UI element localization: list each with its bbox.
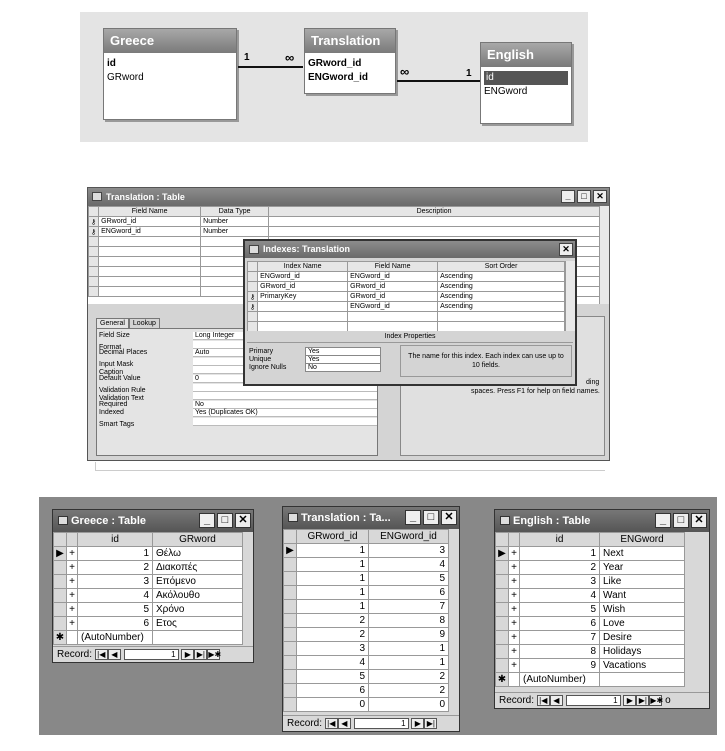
new-record-icon: ✱ [496, 673, 509, 687]
translation-window-title: Translation : Ta... [301, 512, 391, 524]
cell[interactable]: 1 [78, 547, 153, 561]
cell[interactable]: (AutoNumber) [520, 673, 600, 687]
greece-box-title: Greece [104, 29, 236, 53]
design-title: Translation : Table [106, 192, 185, 202]
minimize-button[interactable]: _ [199, 513, 215, 528]
close-button[interactable]: ✕ [691, 513, 707, 528]
current-record-icon[interactable]: ▶ [54, 547, 67, 561]
greece-field-grword[interactable]: GRword [107, 72, 144, 83]
expand-icon[interactable]: + [67, 575, 78, 589]
indexes-title-bar[interactable] [245, 241, 575, 258]
cell[interactable]: Year [600, 561, 685, 575]
last-record-button[interactable]: ▶| [424, 718, 437, 729]
row-selector[interactable] [54, 575, 67, 589]
close-button[interactable]: ✕ [235, 513, 251, 528]
column-header[interactable]: Sort Order [438, 262, 565, 272]
property-row [99, 392, 377, 401]
cell[interactable]: 0 [369, 698, 449, 712]
column-header[interactable]: Description [269, 207, 600, 217]
cell[interactable]: Διακοπές [153, 561, 243, 575]
column-header[interactable]: GRword [153, 533, 243, 547]
index-row[interactable]: GRword_id GRword_id Ascending [248, 282, 565, 292]
property-value[interactable]: 0 [193, 375, 377, 383]
record-navigator [283, 715, 459, 731]
record-navigator [495, 692, 709, 708]
property-label: Default Value [99, 374, 141, 382]
record-number-input[interactable]: 1 [124, 649, 179, 660]
field-name-cell[interactable]: ENGword_id [99, 227, 201, 237]
cell[interactable]: 3 [369, 544, 449, 558]
translation-box-title: Translation [305, 29, 395, 53]
cell[interactable]: 6 [78, 617, 153, 631]
table-row[interactable] [284, 558, 449, 572]
column-header[interactable]: Field Name [348, 262, 438, 272]
english-table-box[interactable] [480, 42, 572, 124]
table-row[interactable] [54, 603, 243, 617]
translation-datasheet-window[interactable] [282, 506, 460, 732]
expand-icon[interactable]: + [509, 631, 520, 645]
indexes-title: Indexes: Translation [263, 244, 351, 254]
minimize-button[interactable]: _ [405, 510, 421, 525]
table-row[interactable] [496, 659, 685, 673]
row-selector[interactable] [284, 614, 297, 628]
cell[interactable]: 6 [297, 684, 369, 698]
cell[interactable]: 1 [297, 572, 369, 586]
greece-field-id[interactable]: id [107, 58, 116, 69]
cell[interactable] [153, 631, 243, 645]
relationship-line-greece [238, 66, 303, 68]
cell[interactable]: 4 [78, 589, 153, 603]
data-type-cell[interactable]: Number [201, 217, 269, 227]
table-row[interactable] [496, 631, 685, 645]
cell[interactable]: 2 [369, 684, 449, 698]
column-header[interactable]: id [78, 533, 153, 547]
first-record-button[interactable]: |◀ [95, 649, 108, 660]
lightning-icon [249, 245, 259, 254]
greece-datasheet-window[interactable] [52, 509, 254, 663]
cell[interactable]: 5 [78, 603, 153, 617]
table-row[interactable] [284, 600, 449, 614]
cell[interactable]: 4 [369, 558, 449, 572]
tab-general[interactable]: General [96, 318, 129, 328]
ignore-nulls-field[interactable]: No [305, 363, 381, 372]
cell[interactable]: 3 [297, 642, 369, 656]
cell[interactable]: 2 [297, 628, 369, 642]
current-record-icon[interactable]: ▶ [496, 547, 509, 561]
expand-icon[interactable]: + [509, 547, 520, 561]
new-record-icon: ✱ [54, 631, 67, 645]
first-record-button[interactable]: |◀ [325, 718, 338, 729]
property-row [99, 401, 377, 410]
greece-table-box[interactable] [103, 28, 237, 120]
cell[interactable]: 1 [369, 642, 449, 656]
expand-icon[interactable]: + [509, 575, 520, 589]
cell[interactable]: Love [600, 617, 685, 631]
maximize-button[interactable]: □ [217, 513, 233, 528]
row-selector[interactable] [496, 561, 509, 575]
column-header[interactable]: GRword_id [297, 530, 369, 544]
english-datasheet-window[interactable] [494, 509, 710, 709]
cell[interactable]: Next [600, 547, 685, 561]
row-selector[interactable] [284, 628, 297, 642]
row-selector[interactable] [54, 603, 67, 617]
index-grid[interactable] [247, 261, 565, 331]
first-record-button[interactable]: |◀ [537, 695, 550, 706]
previous-record-button[interactable]: ◀ [550, 695, 563, 706]
cell[interactable]: 6 [520, 617, 600, 631]
cell[interactable]: Want [600, 589, 685, 603]
table-row[interactable] [496, 617, 685, 631]
cell[interactable]: Vacations [600, 659, 685, 673]
cell[interactable]: 8 [369, 614, 449, 628]
tab-lookup[interactable]: Lookup [129, 318, 160, 328]
cell[interactable]: 5 [520, 603, 600, 617]
english-grid[interactable] [495, 532, 685, 687]
row-selector[interactable] [496, 575, 509, 589]
index-properties-header: Index Properties [247, 333, 573, 343]
primary-field[interactable]: Yes [305, 347, 381, 356]
help-text-fragment: ding [586, 379, 600, 386]
translation-title-bar[interactable] [283, 507, 459, 529]
key-icon: ⚷ [248, 292, 258, 302]
table-row[interactable] [284, 544, 449, 558]
expand-icon[interactable]: + [67, 589, 78, 603]
property-label: Validation Rule [99, 386, 146, 394]
close-button[interactable]: ✕ [593, 190, 607, 203]
window-shadow [95, 462, 605, 471]
cell[interactable]: 1 [369, 656, 449, 670]
expand-icon[interactable]: + [67, 603, 78, 617]
table-row[interactable] [54, 575, 243, 589]
cell[interactable]: 4 [297, 656, 369, 670]
table-row[interactable] [496, 645, 685, 659]
property-value[interactable] [193, 418, 377, 426]
minimize-button[interactable]: _ [561, 190, 575, 203]
translation-table-box[interactable] [304, 28, 396, 94]
greece-window-title: Greece : Table [71, 515, 146, 527]
close-button[interactable]: ✕ [559, 243, 573, 256]
property-label: Field Size [99, 332, 130, 339]
english-box-title: English [481, 43, 571, 67]
cell[interactable]: 5 [297, 670, 369, 684]
property-row [99, 418, 377, 427]
english-window-title: English : Table [513, 515, 591, 527]
translation-field-engword-id[interactable]: ENGword_id [308, 72, 369, 83]
one-marker: 1 [466, 68, 472, 79]
property-label: Caption [99, 369, 124, 377]
relationship-line-english [397, 80, 480, 82]
expand-icon[interactable]: + [67, 617, 78, 631]
property-value[interactable]: No [193, 401, 377, 409]
cell[interactable]: 3 [520, 575, 600, 589]
close-button[interactable]: ✕ [441, 510, 457, 525]
cell[interactable]: Like [600, 575, 685, 589]
maximize-button[interactable]: □ [423, 510, 439, 525]
property-label: Indexed [99, 409, 124, 417]
record-label: Record: [499, 695, 535, 706]
cell[interactable]: 5 [369, 572, 449, 586]
property-tabs [96, 318, 160, 328]
many-marker: ∞ [285, 50, 295, 65]
indexes-dialog[interactable] [243, 239, 577, 386]
table-row[interactable] [54, 547, 243, 561]
table-icon [92, 192, 102, 201]
expand-icon[interactable]: + [509, 561, 520, 575]
new-record-button[interactable]: ▶✱ [208, 649, 222, 659]
row-selector[interactable] [284, 656, 297, 670]
row-selector[interactable] [284, 572, 297, 586]
table-row[interactable] [284, 656, 449, 670]
row-selector[interactable] [54, 617, 67, 631]
row-selector[interactable] [54, 589, 67, 603]
table-row[interactable] [284, 586, 449, 600]
table-row[interactable] [496, 575, 685, 589]
table-row[interactable] [284, 628, 449, 642]
row-selector[interactable] [284, 600, 297, 614]
cell[interactable]: 2 [520, 561, 600, 575]
cell[interactable]: 0 [297, 698, 369, 712]
field-name-cell[interactable]: GRword_id [99, 217, 201, 227]
record-label: Record: [287, 718, 323, 729]
row-selector[interactable] [284, 670, 297, 684]
expand-icon[interactable]: + [509, 617, 520, 631]
table-row[interactable] [496, 589, 685, 603]
row-selector[interactable] [284, 558, 297, 572]
table-row[interactable] [54, 561, 243, 575]
key-icon: ⚷ [248, 302, 258, 312]
greece-grid[interactable] [53, 532, 243, 645]
table-row[interactable] [496, 547, 685, 561]
cell[interactable]: Θέλω [153, 547, 243, 561]
cell[interactable]: 1 [297, 558, 369, 572]
row-selector[interactable] [496, 617, 509, 631]
cell[interactable]: 2 [78, 561, 153, 575]
english-title-bar[interactable] [495, 510, 709, 532]
new-row[interactable] [54, 631, 243, 645]
table-row[interactable] [284, 670, 449, 684]
property-value[interactable]: Yes (Duplicates OK) [193, 409, 377, 417]
cell[interactable]: 6 [369, 586, 449, 600]
next-record-button[interactable]: ▶ [181, 649, 194, 660]
current-record-icon[interactable]: ▶ [284, 544, 297, 558]
row-selector[interactable] [54, 561, 67, 575]
maximize-button[interactable]: □ [673, 513, 689, 528]
new-record-button[interactable]: ▶✱ [650, 695, 664, 705]
cell[interactable]: Επόμενο [153, 575, 243, 589]
cell[interactable]: Wish [600, 603, 685, 617]
english-field-engword[interactable]: ENGword [484, 86, 528, 97]
table-row[interactable] [496, 561, 685, 575]
row-selector[interactable] [496, 603, 509, 617]
table-row[interactable] [284, 614, 449, 628]
table-row[interactable] [284, 698, 449, 712]
table-row[interactable] [54, 589, 243, 603]
previous-record-button[interactable]: ◀ [338, 718, 351, 729]
property-label: Required [99, 400, 128, 408]
record-navigator [53, 646, 253, 662]
expand-icon[interactable]: + [509, 659, 520, 673]
column-header[interactable]: Field Name [99, 207, 201, 217]
record-number-input[interactable]: 1 [354, 718, 409, 729]
index-properties: Primary Yes Unique Yes Ignore Nulls No [249, 347, 383, 371]
expand-icon[interactable]: + [509, 589, 520, 603]
english-field-id[interactable]: id [484, 71, 568, 85]
property-value[interactable]: Long Integer [193, 332, 377, 340]
last-record-button[interactable]: ▶| [194, 649, 207, 660]
help-text-fragment: spaces. Press F1 for help on field names. [471, 388, 600, 395]
cell[interactable]: 1 [297, 544, 369, 558]
record-label: Record: [57, 649, 93, 660]
cell[interactable]: 2 [297, 614, 369, 628]
cell[interactable]: 1 [297, 600, 369, 614]
greece-title-bar[interactable] [53, 510, 253, 532]
expand-icon[interactable]: + [509, 603, 520, 617]
table-icon [288, 513, 298, 522]
cell[interactable]: Ετος [153, 617, 243, 631]
row-selector[interactable] [496, 645, 509, 659]
column-header[interactable]: ENGword [600, 533, 685, 547]
property-value[interactable] [193, 392, 377, 400]
cell[interactable]: 9 [520, 659, 600, 673]
property-label: Decimal Places [99, 349, 148, 357]
key-icon: ⚷ [89, 227, 99, 237]
table-row[interactable] [284, 572, 449, 586]
cell[interactable]: Holidays [600, 645, 685, 659]
column-header[interactable]: ENGword_id [369, 530, 449, 544]
cell[interactable]: Χρόνο [153, 603, 243, 617]
expand-icon[interactable]: + [67, 547, 78, 561]
column-header[interactable]: Index Name [258, 262, 348, 272]
cell[interactable]: 7 [520, 631, 600, 645]
cell[interactable] [600, 673, 685, 687]
cell[interactable]: 1 [520, 547, 600, 561]
cell[interactable]: 1 [297, 586, 369, 600]
property-label: Input Mask [99, 360, 134, 368]
table-row[interactable] [284, 684, 449, 698]
table-row[interactable] [284, 642, 449, 656]
row-selector[interactable] [284, 642, 297, 656]
table-icon [58, 516, 68, 525]
translation-grid[interactable] [283, 529, 449, 712]
design-title-bar[interactable] [88, 188, 609, 206]
many-marker: ∞ [400, 64, 410, 79]
cell[interactable]: 2 [369, 670, 449, 684]
column-header[interactable]: id [520, 533, 600, 547]
unique-field[interactable]: Yes [305, 355, 381, 364]
next-record-button[interactable]: ▶ [411, 718, 424, 729]
property-row [99, 409, 377, 418]
cell[interactable]: 9 [369, 628, 449, 642]
key-icon: ⚷ [89, 217, 99, 227]
table-row[interactable] [54, 617, 243, 631]
cell[interactable]: 8 [520, 645, 600, 659]
property-value[interactable]: Auto [193, 349, 377, 357]
column-header[interactable]: Data Type [201, 207, 269, 217]
property-label: Format [99, 343, 122, 351]
index-row[interactable]: ⚷ ENGword_id Ascending [248, 302, 565, 312]
cell[interactable]: 3 [78, 575, 153, 589]
cell[interactable]: (AutoNumber) [78, 631, 153, 645]
cell [509, 673, 520, 687]
index-row[interactable]: ENGword_id ENGword_id Ascending [248, 272, 565, 282]
expand-icon[interactable]: + [67, 561, 78, 575]
field-row[interactable] [89, 217, 600, 227]
nav-suffix: o [665, 695, 671, 706]
row-selector[interactable] [496, 631, 509, 645]
new-row[interactable] [496, 673, 685, 687]
relationships-diagram [80, 12, 588, 142]
last-record-button[interactable]: ▶| [636, 695, 649, 706]
field-row[interactable] [89, 227, 600, 237]
row-selector[interactable] [496, 659, 509, 673]
table-row[interactable] [496, 603, 685, 617]
table-icon [500, 516, 510, 525]
cell[interactable]: Desire [600, 631, 685, 645]
cell[interactable]: Ακόλουθο [153, 589, 243, 603]
vertical-scrollbar[interactable] [599, 206, 609, 304]
minimize-button[interactable]: _ [655, 513, 671, 528]
maximize-button[interactable]: □ [577, 190, 591, 203]
cell[interactable]: 4 [520, 589, 600, 603]
property-label: Smart Tags [99, 420, 135, 428]
index-help-text: The name for this index. Each index can use up to 10 fields. [400, 345, 572, 377]
expand-icon[interactable]: + [509, 645, 520, 659]
cell [67, 631, 78, 645]
property-label: Validation Text [99, 395, 144, 403]
previous-record-button[interactable]: ◀ [108, 649, 121, 660]
translation-field-grword-id[interactable]: GRword_id [308, 58, 362, 69]
data-type-cell[interactable]: Number [201, 227, 269, 237]
row-selector[interactable] [284, 586, 297, 600]
one-marker: 1 [244, 52, 250, 63]
row-selector[interactable] [284, 684, 297, 698]
next-record-button[interactable]: ▶ [623, 695, 636, 706]
vertical-scrollbar[interactable] [565, 261, 575, 331]
cell[interactable]: 7 [369, 600, 449, 614]
index-row[interactable]: ⚷ PrimaryKey GRword_id Ascending [248, 292, 565, 302]
row-selector[interactable] [496, 589, 509, 603]
row-selector[interactable] [284, 698, 297, 712]
record-number-input[interactable]: 1 [566, 695, 621, 706]
